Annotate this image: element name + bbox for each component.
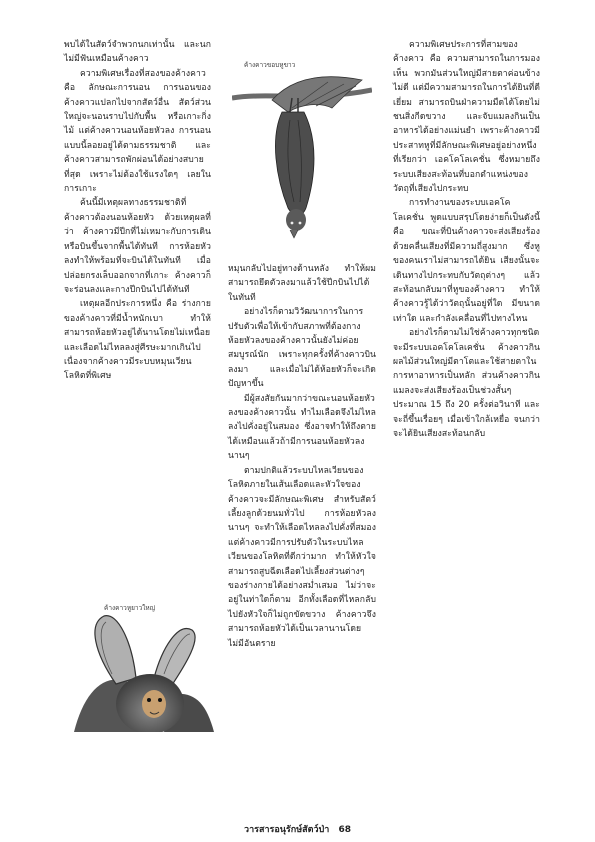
paragraph: เหตุผลอีกประการหนึ่ง คือ ร่างกายของค้างคาวที่มีน้ำหนักเบา ทำให้สามารถห้อยหัวอยู่ได้นานโดยไม่เหนื่อย และเลือดไม่ไหลลงสู่ศีรษะมากเกินไป เนื่องจากค้างคาวมีระบบหมุนเวียนโลหิตที่พิเศษ <box>64 299 211 382</box>
paragraph: มีผู้สงสัยกันมากว่าขณะนอนห้อยหัวลงของค้างคาวนั้น ทำไมเลือดจึงไม่ไหลลงไปคั่งอยู่ในสมอง ซึ่งอาจทำให้ถึงตายได้เหมือนแล้วถ้ามีการนอนห้อยหัวลงนานๆ <box>228 393 376 462</box>
figure-caption-bottom: ค้างคาวหูยาวใหญ่ <box>104 604 156 612</box>
text-column-right <box>393 38 540 441</box>
hanging-bat-illustration <box>232 68 372 256</box>
paragraph: อย่างไรก็ตามไม่ใช่ค้างคาวทุกชนิดจะมีระบบเอคโคโลเคชั่น ค้างคาวกินผลไม้ส่วนใหญ่มีตาโตและใช้สายตาในการหาอาหารเป็นหลัก ส่วนค้างคาวกินแมลงจะส่งเสียงร้องเป็นช่วงสั้นๆ ประมาณ 15 ถึง 20 ครั้งต่อวินาที และจะถี่ขึ้นเรื่อยๆ เมื่อเข้าใกล้เหยื่อ จนกว่าจะได้ยินเสียงสะท้อนกลับ <box>393 328 540 439</box>
page-number: 68 <box>338 825 351 835</box>
paragraph: ค้นนี้มีเหตุผลทางธรรมชาติที่ค้างคาวต้องนอนห้อยหัว ด้วยเหตุผลที่ว่า ค้างคาวมีปีกที่ไม่เหมาะกับการเดินหรือบินขึ้นจากพื้นได้ทันที การห้อยหัวลงทำให้พร้อมที่จะบินได้ในทันที เมื่อปล่อยกรงเล็บออกจากที่เกาะ ค้างคาวก็จะร่อนลงและกางปีกบินไปได้ทันที <box>64 198 211 295</box>
paragraph: การทำงานของระบบเอคโคโลเคชั่น พูดแบบสรุปโดยง่ายก็เป็นดังนี้ คือ ขณะที่บินค้างคาวจะส่งเสียงร้องด้วยคลื่นเสียงที่มีความถี่สูงมาก ซึ่งหูของคนเราไม่สามารถได้ยิน เสียงนั้นจะเดินทางไปกระทบกับวัตถุต่างๆ แล้วสะท้อนกลับมาที่หูของค้างคาว ทำให้ค้างคาวรู้ได้ว่าวัตถุนั้นอยู่ที่ใด มีขนาดเท่าใด และกำลังเคลื่อนที่ไปทางไหน <box>393 198 540 324</box>
long-eared-bat-icon <box>74 612 214 732</box>
paragraph: หมุนกลับไปอยู่ทางด้านหลัง ทำให้ผมสามารถยึดตัวลงมาแล้วใช้ปีกบินไปได้ในทันที <box>228 264 376 303</box>
long-eared-bat-illustration <box>74 612 214 732</box>
figure-caption-top: ค้างคาวขอบหูขาว <box>244 61 296 69</box>
magazine-title: วารสารอนุรักษ์สัตว์ป่า <box>244 825 330 835</box>
paragraph: พบได้ในสัตว์จำพวกนกเท่านั้น และนกไม่มีฟันเหมือนค้างคาว <box>64 40 211 65</box>
paragraph: ตามปกติแล้วระบบไหลเวียนของโลหิตภายในเส้นเลือดและหัวใจของค้างคาวจะมีลักษณะพิเศษ สำหรับสัตว์เลี้ยงลูกด้วยนมทั่วไป การห้อยหัวลงนานๆ จะทำให้เลือดไหลลงไปคั่งที่สมอง แต่ค้างคาวมีการปรับตัวในระบบไหลเวียนของโลหิตที่ดีกว่ามาก ทำให้หัวใจสามารถสูบฉีดเลือดไปเลี้ยงส่วนต่างๆ ของร่างกายได้อย่างสม่ำเสมอ ไม่ว่าจะอยู่ในท่าใดก็ตาม อีกทั้งเลือดที่ไหลกลับไปยังหัวใจก็ไม่ถูกขัดขวาง ค้างคาวจึงสามารถห้อยหัวได้เป็นเวลานานโดยไม่มีอันตราย <box>228 465 376 649</box>
paragraph: ความพิเศษเรื่องที่สองของค้างคาว คือ ลักษณะการนอน การนอนของค้างคาวแปลกไปจากสัตว์อื่น สัตว์ส่วนใหญ่จะนอนราบไปกับพื้น หรือเกาะกิ่งไม้ แต่ค้างคาวนอนห้อยหัวลง การนอนแบบนี้ลอยอยู่ได้ตามธรรมชาติ และค้างคาวสามารถพักผ่อนได้อย่างสบายที่สุด เพราะไม่ต้องใช้แรงใดๆ เลยในการเกาะ <box>64 68 211 195</box>
paragraph: ความพิเศษประการที่สามของค้างคาว คือ ความสามารถในการมองเห็น พวกมันส่วนใหญ่มีสายตาค่อนข้างไม่ดี แต่มีความสามารถในการได้ยินที่ดีเยี่ยม สามารถบินฝ่าความมืดได้โดยไม่ชนสิ่งกีดขวาง และจับแมลงกินเป็นอาหารได้อย่างแม่นยำ เพราะค้างคาวมีประสาทหูที่มีลักษณะพิเศษอยู่อย่างหนึ่งที่เรียกว่า เอคโคโลเคชั่น ซึ่งหมายถึงระบบเสียงสะท้อนที่บอกตำแหน่งของวัตถุที่เสียงไปกระทบ <box>393 40 540 195</box>
paragraph: อย่างไรก็ตามวิวัฒนาการในการปรับตัวเพื่อให้เข้ากับสภาพที่ต้องกางห้อยหัวลงของค้างคาวนั้นยังไม่ค่อยสมบูรณ์นัก เพราะทุกครั้งที่ค้างคาวบินลงมา และเมื่อไม่ได้ห้อยหัวก็จะเกิดปัญหาขึ้น <box>228 307 376 390</box>
text-column-left <box>64 38 211 384</box>
page-footer <box>0 822 595 836</box>
text-column-middle <box>228 262 376 651</box>
hanging-bat-icon <box>232 68 372 256</box>
